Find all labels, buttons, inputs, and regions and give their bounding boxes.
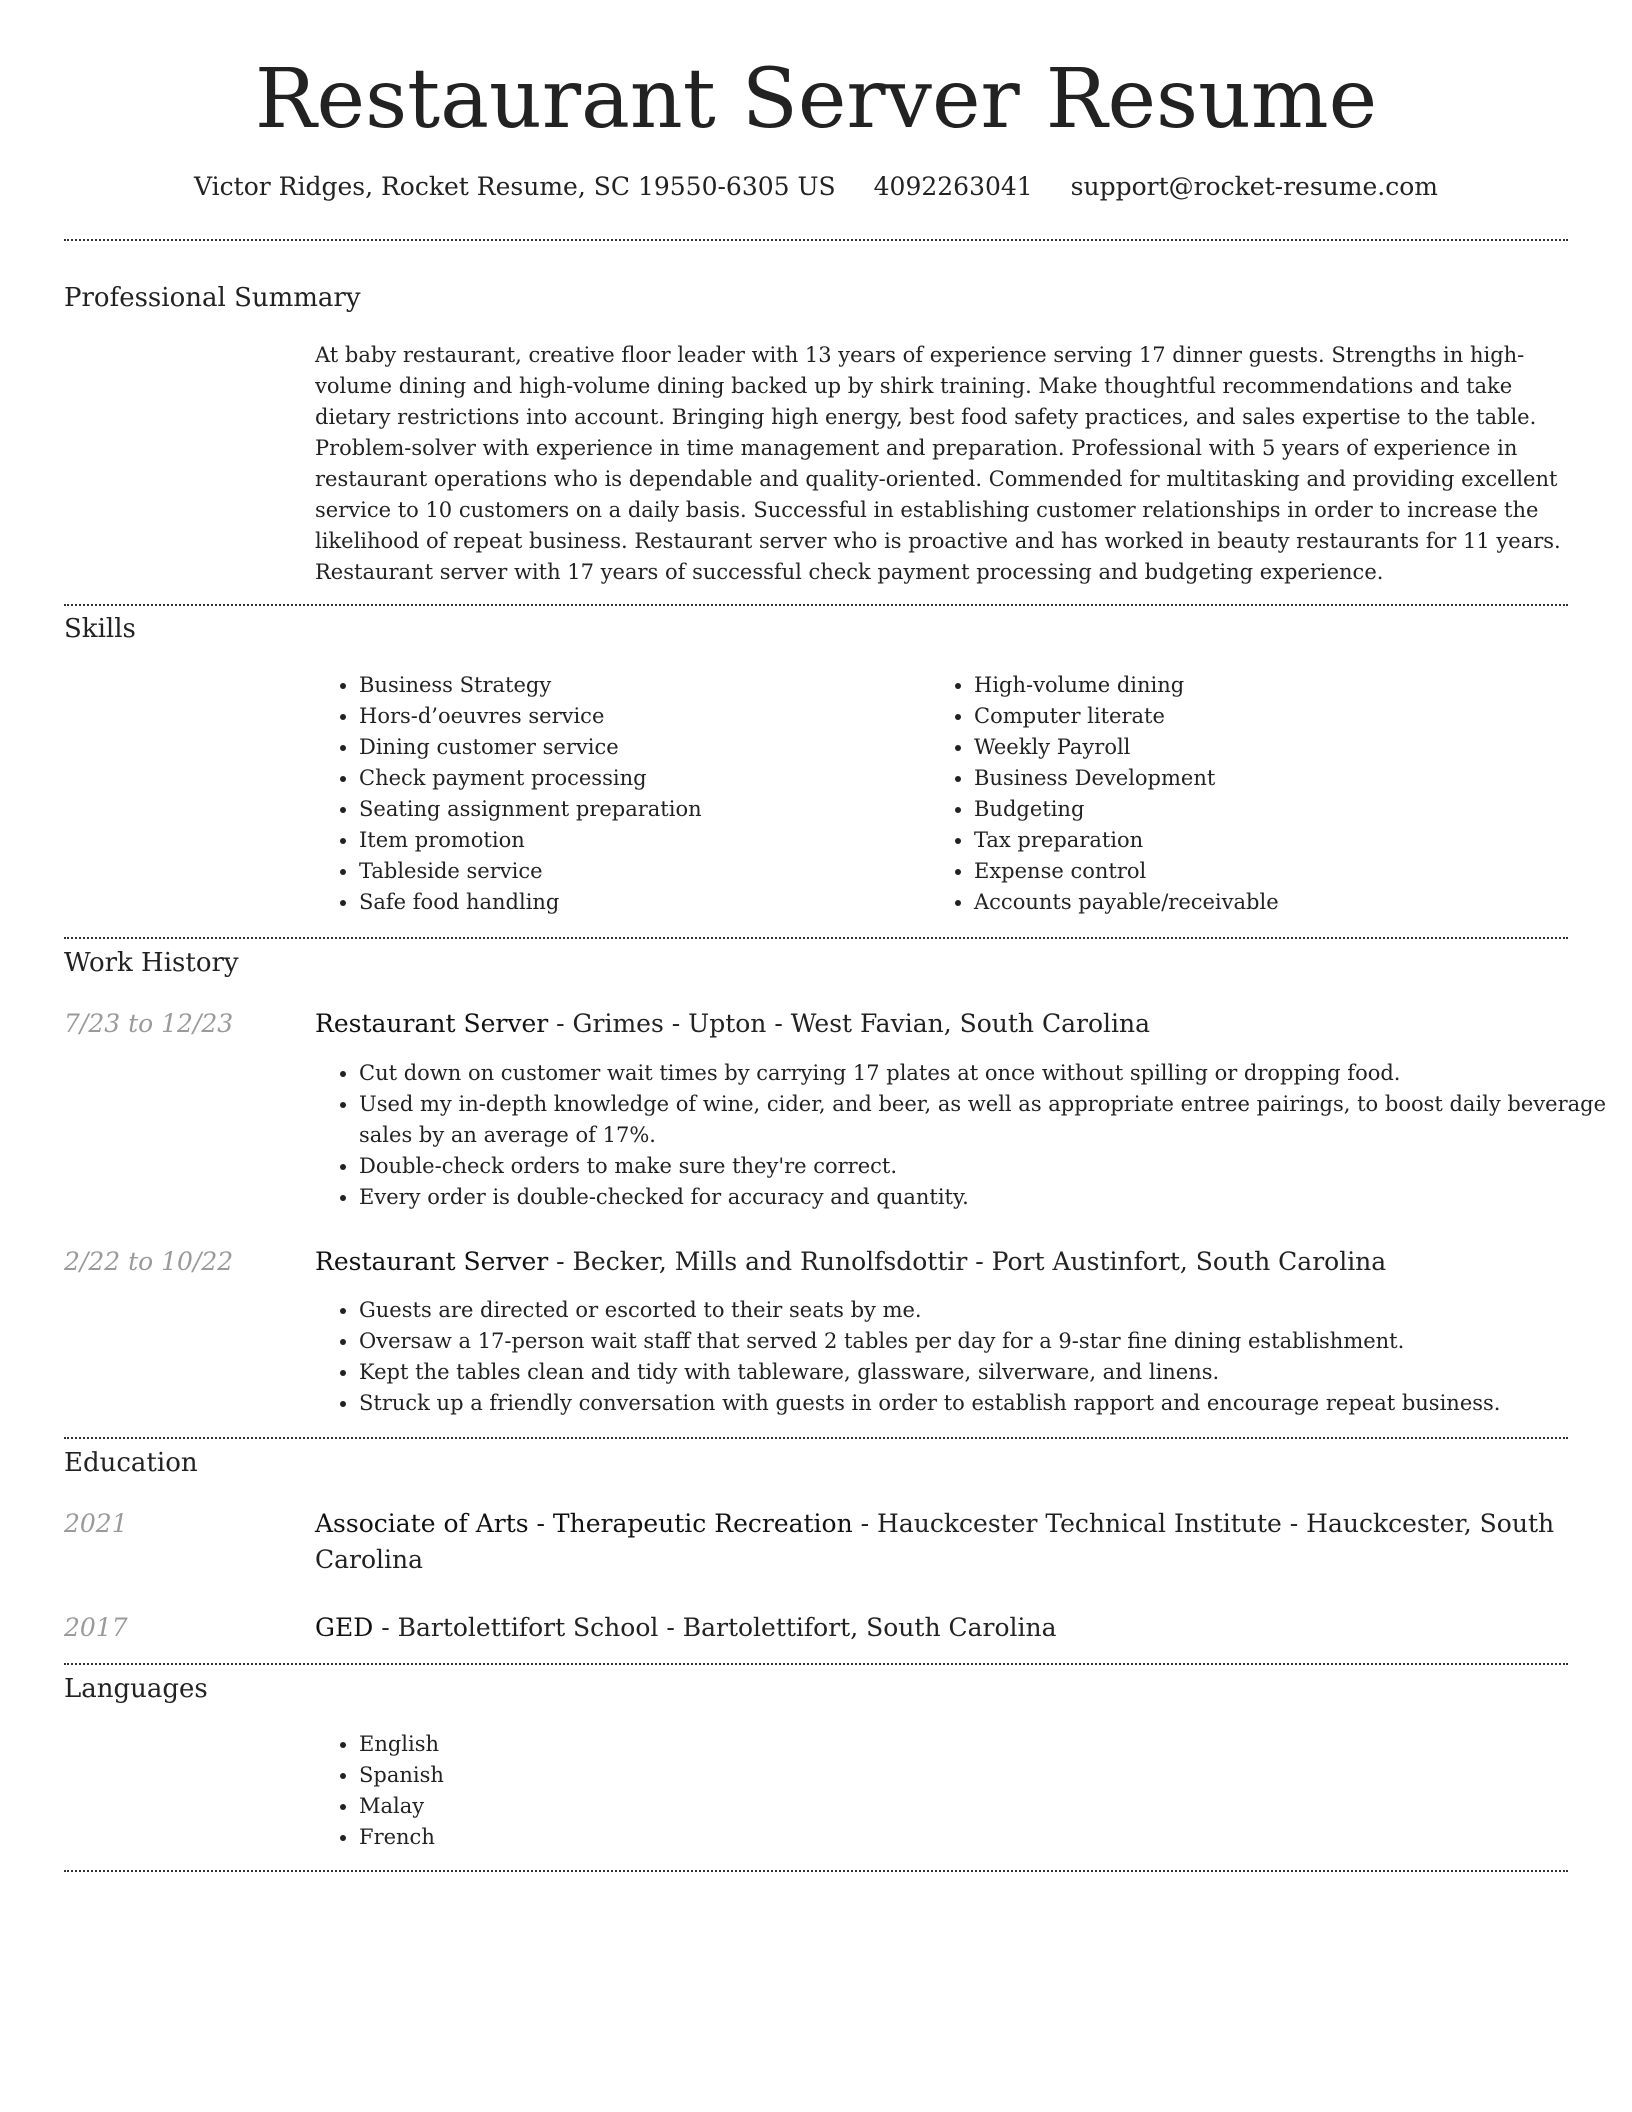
skill-item: • Tax preparation <box>974 825 1574 856</box>
contact-line <box>0 171 1632 203</box>
skill-item: • Business Strategy <box>359 670 919 701</box>
job-title <box>315 1006 1569 1042</box>
contact-email: support@rocket-resume.com <box>1070 172 1438 201</box>
skills-list-right <box>930 670 1574 918</box>
skill-item: • Budgeting <box>974 794 1574 825</box>
language-item: • French <box>359 1822 919 1853</box>
language-item: • Spanish <box>359 1760 919 1791</box>
education-degree: GED <box>315 1613 374 1642</box>
job-bullet: • Guests are directed or escorted to their seats by me. <box>359 1295 1613 1326</box>
skill-item: • Tableside service <box>359 856 919 887</box>
skill-item: • Safe food handling <box>359 887 919 918</box>
job-role: Restaurant Server <box>315 1009 549 1038</box>
summary-text: At baby restaurant, creative floor leader with 13 years of experience serving 17 dinner guests. Strengths in high-volume dining and high-volume dining backed up by shirk training. Make thoughtful recommendations and take dietary restrictions into account. Bringing high energy, best food safety practices, and sales expertise to the table. Problem-solver with experience in time management and preparation. Professional with 5 years of experience in restaurant operations who is dependable and quality-oriented. Commended for multitasking and providing excellent service to 10 customers on a daily basis. Successful in establishing customer relationships in order to increase the likelihood of repeat business. Restaurant server who is proactive and has worked in beauty restaurants for 11 years. Restaurant server with 17 years of successful check payment processing and budgeting experience. <box>315 343 1561 584</box>
skill-item: • Business Development <box>974 763 1574 794</box>
job-bullet: • Double-check orders to make sure they're correct. <box>359 1151 1613 1182</box>
job-title <box>315 1244 1569 1280</box>
skill-item: • Item promotion <box>359 825 919 856</box>
skill-item: • Hors-d’oeuvres service <box>359 701 919 732</box>
education-school: - Bartolettifort School - Bartolettifort, South Carolina <box>373 1613 1057 1642</box>
skill-item: • Dining customer service <box>359 732 919 763</box>
skills-list-left <box>315 670 919 918</box>
skill-item: • Check payment processing <box>359 763 919 794</box>
divider <box>64 937 1568 939</box>
job-bullet: • Struck up a friendly conversation with guests in order to establish rapport and encourage repeat business. <box>359 1388 1613 1419</box>
education-entry <box>315 1506 1569 1578</box>
language-item: • English <box>359 1729 919 1760</box>
job-bullets <box>315 1058 1613 1213</box>
divider <box>64 1663 1568 1665</box>
divider <box>64 604 1568 606</box>
job-employer-location: - Grimes - Upton - West Favian, South Carolina <box>548 1009 1150 1038</box>
section-heading-summary: Professional Summary <box>64 283 361 313</box>
job-dates: 7/23 to 12/23 <box>64 1009 234 1038</box>
resume-title: Restaurant Server Resume <box>254 52 1378 147</box>
section-heading-skills: Skills <box>64 614 136 644</box>
skill-item: • Weekly Payroll <box>974 732 1574 763</box>
section-heading-education: Education <box>64 1448 198 1478</box>
job-bullet: • Cut down on customer wait times by carrying 17 plates at once without spilling or dropping food. <box>359 1058 1613 1089</box>
skill-item: • High-volume dining <box>974 670 1574 701</box>
job-dates: 2/22 to 10/22 <box>64 1247 234 1276</box>
section-heading-work: Work History <box>64 948 239 978</box>
divider <box>64 1870 1568 1872</box>
education-degree: Associate of Arts - Therapeutic Recreation <box>315 1509 853 1538</box>
education-year: 2017 <box>64 1613 128 1642</box>
contact-phone: 4092263041 <box>873 172 1033 201</box>
skill-item: • Computer literate <box>974 701 1574 732</box>
language-item: • Malay <box>359 1791 919 1822</box>
section-heading-languages: Languages <box>64 1674 208 1704</box>
job-bullet: • Oversaw a 17-person wait staff that served 2 tables per day for a 9-star fine dining establishment. <box>359 1326 1613 1357</box>
languages-list <box>315 1729 919 1853</box>
skill-item: • Seating assignment preparation <box>359 794 919 825</box>
skill-item: • Accounts payable/receivable <box>974 887 1574 918</box>
education-year: 2021 <box>64 1509 128 1538</box>
job-employer-location: - Becker, Mills and Runolfsdottir - Port Austinfort, South Carolina <box>548 1247 1387 1276</box>
education-school: - Hauckcester Technical Institute - Hauckcester, South Carolina <box>315 1509 1555 1574</box>
divider <box>64 1437 1568 1439</box>
job-bullets <box>315 1295 1613 1419</box>
contact-address: Victor Ridges, Rocket Resume, SC 19550-6305 US <box>194 172 836 201</box>
job-role: Restaurant Server <box>315 1247 549 1276</box>
job-bullet: • Used my in-depth knowledge of wine, cider, and beer, as well as appropriate entree pairings, to boost daily beverage sales by an average of 17%. <box>359 1089 1613 1151</box>
job-bullet: • Kept the tables clean and tidy with tableware, glassware, silverware, and linens. <box>359 1357 1613 1388</box>
skill-item: • Expense control <box>974 856 1574 887</box>
education-entry <box>315 1610 1569 1646</box>
divider <box>64 239 1568 241</box>
job-bullet: • Every order is double-checked for accuracy and quantity. <box>359 1182 1613 1213</box>
